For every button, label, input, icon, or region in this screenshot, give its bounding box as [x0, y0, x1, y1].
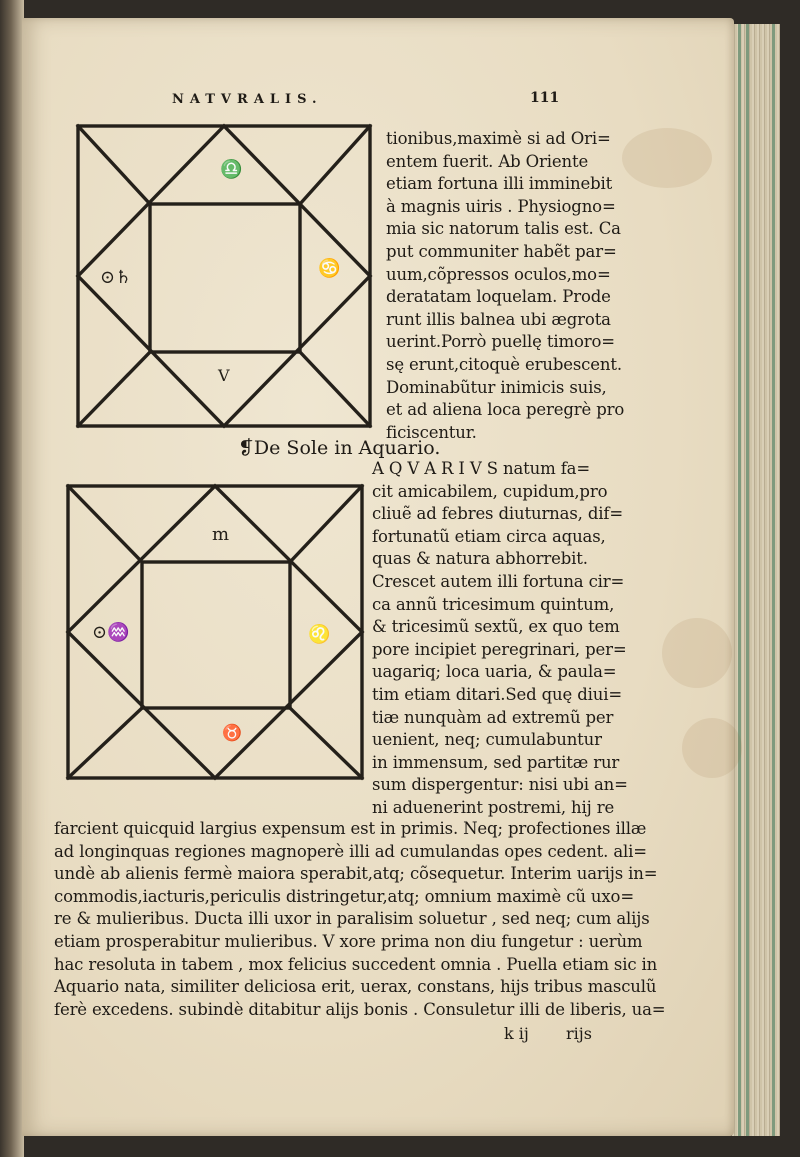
text-line: re & mulieribus. Ducta illi uxor in paralisim soluetur , sed neq; cum alijs: [54, 909, 650, 929]
chart-top-label-left: ⊙♄: [100, 267, 132, 288]
text-line: & tricesimũ sextũ, ex quo tem: [372, 617, 620, 637]
text-line: ca annũ tricesimum quintum,: [372, 594, 615, 614]
section-heading: ❡De Sole in Aquario.: [238, 437, 441, 459]
text-line: put communiter habẽt par=: [386, 242, 617, 261]
horoscope-chart-top: [70, 120, 380, 430]
text-line: farcient quicquid largius expensum est in primis. Neq; profectiones illæ: [54, 819, 647, 838]
text-line: sę erunt,citoquè erubescent.: [386, 355, 622, 374]
scan-background-left: [0, 0, 24, 1157]
text-line: uerint.Porrò puellę timoro=: [386, 332, 615, 352]
text-line: commodis,iacturis,periculis distringetur,atq; omnium maximè cũ uxo=: [54, 886, 635, 906]
text-line: Aquario nata, similiter deliciosa erit, uerax, constans, hijs tribus masculũ: [54, 977, 657, 997]
text-line: cit amicabilem, cupidum,pro: [372, 481, 608, 501]
text-line: hac resoluta in tabem , mox felicius succedent omnia . Puella etiam sic in: [54, 954, 658, 974]
chart-bottom-label-right: ♌: [308, 624, 331, 645]
text-line: in immensum, sed partitæ rur: [372, 752, 620, 772]
text-line: tiæ nunquàm ad extremũ per: [372, 707, 614, 727]
catchword: rijs: [566, 1024, 592, 1043]
text-line: Crescet autem illi fortuna cir=: [372, 572, 625, 591]
chart-bottom-label-bottom: ♉: [222, 723, 242, 742]
horoscope-chart-bottom: [62, 478, 372, 788]
text-line: mia sic natorum talis est. Ca: [386, 219, 621, 239]
text-line: undè ab alienis fermè maiora sperabit,atq; cõsequetur. Interim uarijs in=: [54, 864, 658, 884]
text-line: deratatam loquelam. Prode: [386, 287, 611, 307]
text-line: tim etiam ditari.Sed quę diui=: [372, 685, 623, 704]
text-line: à magnis uiris . Physiogno=: [386, 196, 616, 216]
chart-top-label-right: ♋: [318, 258, 341, 279]
text-line: A Q V A R I V S natum fa=: [372, 459, 591, 478]
chart-top-label-top: ♎: [220, 159, 243, 180]
text-line: runt illis balnea ubi ægrota: [386, 309, 611, 329]
running-title: NATVRALIS.: [172, 92, 323, 107]
page-stack-edges: [732, 24, 780, 1136]
text-line: sum dispergentur: nisi ubi an=: [372, 775, 628, 795]
text-line: uenient, neq; cumulabuntur: [372, 730, 602, 750]
text-line: ni aduenerint postremi, hij re: [372, 798, 615, 817]
text-line: fortunatũ etiam circa aquas,: [372, 526, 606, 546]
signature-mark: k ij: [504, 1024, 529, 1043]
text-line: etiam fortuna illi imminebit: [386, 174, 613, 194]
text-line: pore incipiet peregrinari, per=: [372, 639, 627, 659]
text-line: ferè excedens. subindè ditabitur alijs bonis . Consuletur illi de liberis, ua=: [54, 999, 666, 1019]
text-line: Dominabũtur inimicis suis,: [386, 377, 607, 397]
text-line: tionibus,maximè si ad Ori=: [386, 129, 611, 148]
text-line: uum,cõpressos oculos,mo=: [386, 264, 611, 284]
chart-bottom-label-left: ⊙♒: [92, 622, 130, 643]
text-line: et ad aliena loca peregrè pro: [386, 400, 625, 420]
text-line: ad longinquas regiones magnoperè illi ad cumulandas opes cedent. ali=: [54, 841, 647, 861]
text-line: entem fuerit. Ab Oriente: [386, 151, 589, 171]
text-line: cliuẽ ad febres diuturnas, dif=: [372, 504, 624, 524]
text-line: uagariq; loca uaria, & paula=: [372, 662, 617, 682]
text-line: ficiscentur.: [386, 422, 477, 442]
chart-top-label-bottom: V: [218, 366, 230, 385]
chart-bottom-label-top: m: [212, 524, 230, 545]
text-line: etiam prosperabitur mulieribus. V xore prima non diu fungetur : uerùm: [54, 932, 643, 951]
text-line: quas & natura abhorrebit.: [372, 549, 588, 569]
folio-number: 111: [530, 90, 560, 106]
